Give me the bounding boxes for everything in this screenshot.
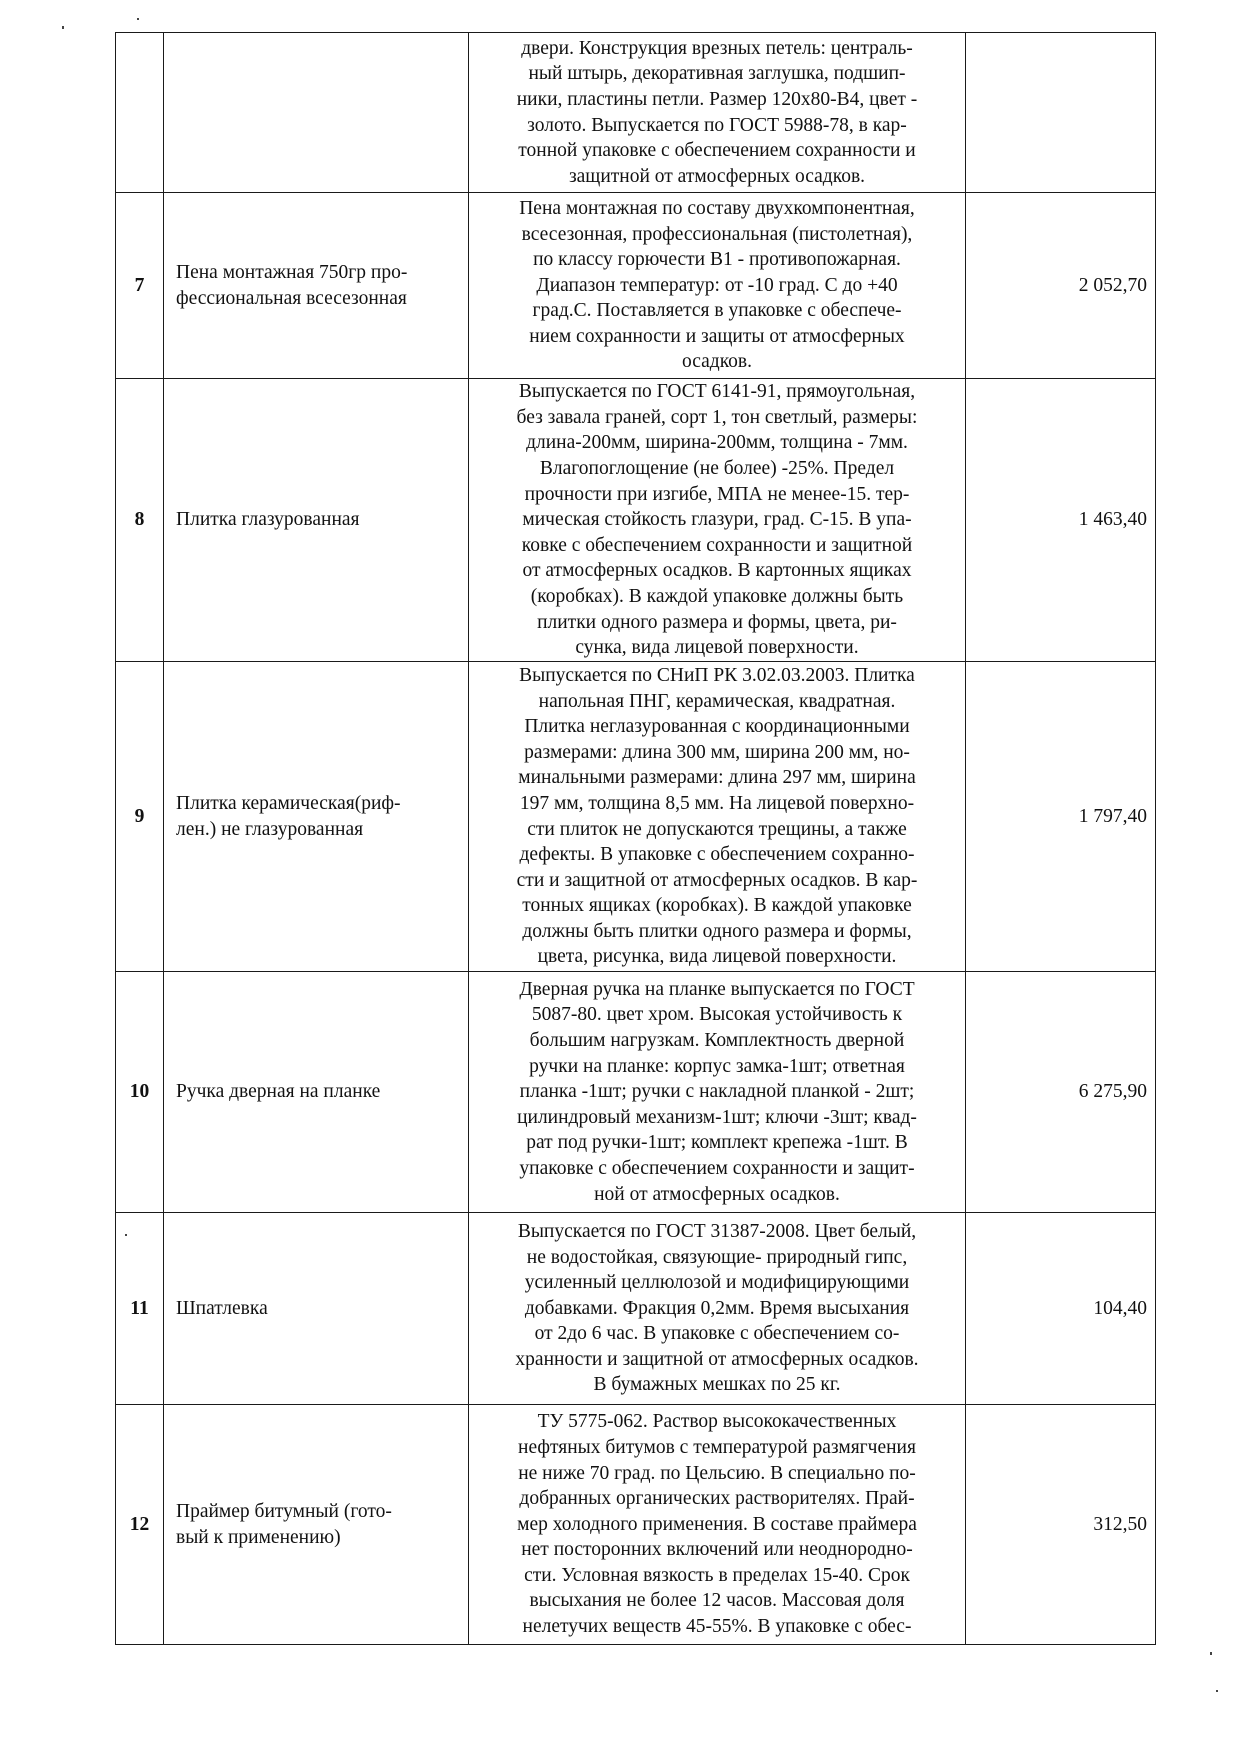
- row-number: 12: [116, 1405, 164, 1645]
- item-description-line: размерами: длина 300 мм, ширина 200 мм, но-: [524, 741, 910, 763]
- item-description-line: всесезонная, профессиональная (пистолетная),: [521, 223, 913, 245]
- item-name-line: Праймер битумный (гото-: [176, 1500, 392, 1522]
- item-description-line: сти плиток не допускаются трещины, а также: [527, 818, 907, 840]
- item-description-line: не водостойкая, связующие- природный гипс,: [526, 1246, 908, 1268]
- item-description-line: без завала граней, сорт 1, тон светлый, размеры:: [516, 406, 918, 428]
- item-description-line: упаковке с обеспечением сохранности и защит-: [519, 1157, 915, 1179]
- item-price: 104,40: [966, 1213, 1156, 1405]
- item-description-line: усиленный целлюлозой и модифицирующими: [524, 1272, 910, 1294]
- item-name: [164, 662, 469, 972]
- item-description-line: сти и защитной от атмосферных осадков. В кар-: [516, 869, 918, 891]
- item-description-line: (коробках). В каждой упаковке должны быть: [530, 585, 904, 607]
- table-row: [116, 379, 1156, 662]
- item-description-line: по классу горючести В1 - противопожарная.: [533, 249, 901, 271]
- table-row: [116, 1405, 1156, 1645]
- table-row: [116, 193, 1156, 379]
- item-description-line: минальными размерами: длина 297 мм, ширина: [518, 767, 916, 789]
- scan-speck: [1210, 1652, 1212, 1655]
- table-row: [116, 662, 1156, 972]
- item-description-line: Диапазон температур: от -10 град. С до +40: [536, 274, 898, 296]
- item-description-line: сти. Условная вязкость в пределах 15-40. Срок: [524, 1564, 910, 1586]
- row-number: 10: [116, 972, 164, 1213]
- item-description-line: Дверная ручка на планке выпускается по ГОСТ: [519, 978, 915, 1000]
- item-description-line: 5087-80. цвет хром. Высокая устойчивость к: [531, 1004, 903, 1026]
- item-description-line: мическая стойкость глазури, град. С-15. В упа-: [522, 509, 912, 531]
- item-name-line: лен.) не глазурованная: [176, 818, 364, 840]
- item-description-line: напольная ПНГ, керамическая, квадратная.: [538, 690, 896, 712]
- item-name: [164, 33, 469, 193]
- item-description-line: нелетучих веществ 45-55%. В упаковке с обес-: [522, 1616, 912, 1638]
- item-description-line: ручки на планке: корпус замка-1шт; ответная: [529, 1055, 905, 1077]
- table-row: [116, 1213, 1156, 1405]
- row-number: 11: [116, 1213, 164, 1405]
- item-name-line: фессиональная всесезонная: [176, 287, 407, 309]
- table-row: [116, 972, 1156, 1213]
- table-row: [116, 33, 1156, 193]
- item-name: [164, 193, 469, 379]
- item-description-line: защитной от атмосферных осадков.: [568, 165, 866, 187]
- item-description: [469, 193, 966, 379]
- item-name-line: вый к применению): [176, 1526, 341, 1548]
- row-number: 9: [116, 662, 164, 972]
- item-description-line: плитки одного размера и формы, цвета, ри-: [537, 611, 897, 633]
- materials-table-body: [116, 33, 1156, 1645]
- item-description-line: не ниже 70 град. по Цельсию. В специально по-: [518, 1462, 916, 1484]
- item-description-line: рат под ручки-1шт; комплект крепежа -1шт. В: [526, 1132, 908, 1154]
- item-description-line: Пена монтажная по составу двухкомпонентная,: [519, 197, 915, 219]
- item-description-line: цилиндровый механизм-1шт; ключи -3шт; квад-: [517, 1106, 917, 1128]
- item-description-line: Выпускается по ГОСТ 31387-2008. Цвет белый,: [517, 1220, 917, 1242]
- item-name-line: Ручка дверная на планке: [176, 1081, 381, 1103]
- item-description-line: от атмосферных осадков. В картонных ящиках: [522, 560, 912, 582]
- item-description-line: 197 мм, толщина 8,5 мм. На лицевой поверхно-: [519, 792, 915, 814]
- item-description-line: нефтяных битумов с температурой размягчения: [518, 1436, 916, 1458]
- item-description-line: сунка, вида лицевой поверхности.: [575, 637, 859, 659]
- item-description: [469, 33, 966, 193]
- item-description: [469, 662, 966, 972]
- item-description-line: хранности и защитной от атмосферных осадков.: [515, 1348, 919, 1370]
- item-name: [164, 972, 469, 1213]
- scan-speck: [62, 26, 64, 29]
- item-name: [164, 1405, 469, 1645]
- item-description-line: ный штырь, декоративная заглушка, подшип-: [528, 63, 906, 85]
- item-description-line: от 2до 6 час. В упаковке с обеспечением со-: [534, 1323, 900, 1345]
- item-description-line: большим нагрузкам. Комплектность дверной: [529, 1030, 905, 1052]
- item-description-line: дефекты. В упаковке с обеспечением сохранно-: [519, 844, 915, 866]
- row-number: [116, 33, 164, 193]
- item-description-line: цвета, рисунка, вида лицевой поверхности.: [537, 946, 897, 968]
- item-description: [469, 1405, 966, 1645]
- item-description: [469, 1213, 966, 1405]
- item-description-line: В бумажных мешках по 25 кг.: [593, 1374, 841, 1396]
- item-price: 312,50: [966, 1405, 1156, 1645]
- item-name: [164, 379, 469, 662]
- item-description-line: добранных органических растворителях. Прай-: [519, 1488, 915, 1510]
- item-description-line: ники, пластины петли. Размер 120х80-В4, цвет -: [516, 88, 918, 110]
- item-description-line: золото. Выпускается по ГОСТ 5988-78, в кар-: [527, 114, 907, 136]
- item-name-line: Пена монтажная 750гр про-: [176, 261, 408, 283]
- item-description-line: Плитка неглазурованная с координационными: [524, 716, 910, 738]
- item-description-line: тонной упаковке с обеспечением сохранности и: [518, 140, 916, 162]
- item-description-line: добавками. Фракция 0,2мм. Время высыхания: [524, 1297, 910, 1319]
- item-name-line: Шпатлевка: [176, 1297, 268, 1319]
- item-description-line: нет посторонних включений или неоднороднo-: [521, 1539, 913, 1561]
- item-name-line: Плитка керамическая(риф-: [176, 792, 401, 814]
- item-description: [469, 379, 966, 662]
- item-description-line: тонных ящиках (коробках). В каждой упаковке: [522, 895, 912, 917]
- item-description-line: длина-200мм, ширина-200мм, толщина - 7мм.: [526, 432, 908, 454]
- scan-speck: [125, 1234, 127, 1236]
- item-description-line: Выпускается по ГОСТ 6141-91, прямоугольная,: [518, 381, 916, 403]
- item-description-line: ной от атмосферных осадков.: [594, 1183, 840, 1205]
- item-description-line: Влагопоглощение (не более) -25%. Предел: [539, 458, 895, 480]
- item-description: [469, 972, 966, 1213]
- scan-speck: [1216, 1690, 1218, 1692]
- item-description-line: должны быть плитки одного размера и формы,: [522, 920, 912, 942]
- item-price: [966, 33, 1156, 193]
- item-price: 1 797,40: [966, 662, 1156, 972]
- item-description-line: ТУ 5775-062. Раствор высококачественных: [537, 1411, 897, 1433]
- item-description-line: планка -1шт; ручки с накладной планкой - 2шт;: [519, 1081, 915, 1103]
- item-description-line: осадков.: [681, 351, 753, 373]
- item-description-line: нием сохранности и защиты от атмосферных: [529, 325, 905, 347]
- item-description-line: мер холодного применения. В составе праймера: [517, 1513, 917, 1535]
- item-description-line: двери. Конструкция врезных петель: централь-: [521, 37, 913, 59]
- scan-speck: [137, 18, 139, 20]
- row-number: 8: [116, 379, 164, 662]
- item-name: [164, 1213, 469, 1405]
- row-number: 7: [116, 193, 164, 379]
- item-description-line: высыхания не более 12 часов. Массовая доля: [529, 1590, 905, 1612]
- item-name-line: Плитка глазурованная: [176, 509, 360, 531]
- item-price: 1 463,40: [966, 379, 1156, 662]
- item-price: 6 275,90: [966, 972, 1156, 1213]
- materials-table: [115, 32, 1156, 1645]
- item-description-line: град.С. Поставляется в упаковке с обеспече-: [532, 300, 902, 322]
- item-description-line: прочности при изгибе, МПА не менее-15. тер-: [524, 483, 910, 505]
- item-description-line: Выпускается по СНиП РК 3.02.03.2003. Плитка: [519, 664, 915, 686]
- item-description-line: ковке с обеспечением сохранности и защитной: [521, 534, 913, 556]
- item-price: 2 052,70: [966, 193, 1156, 379]
